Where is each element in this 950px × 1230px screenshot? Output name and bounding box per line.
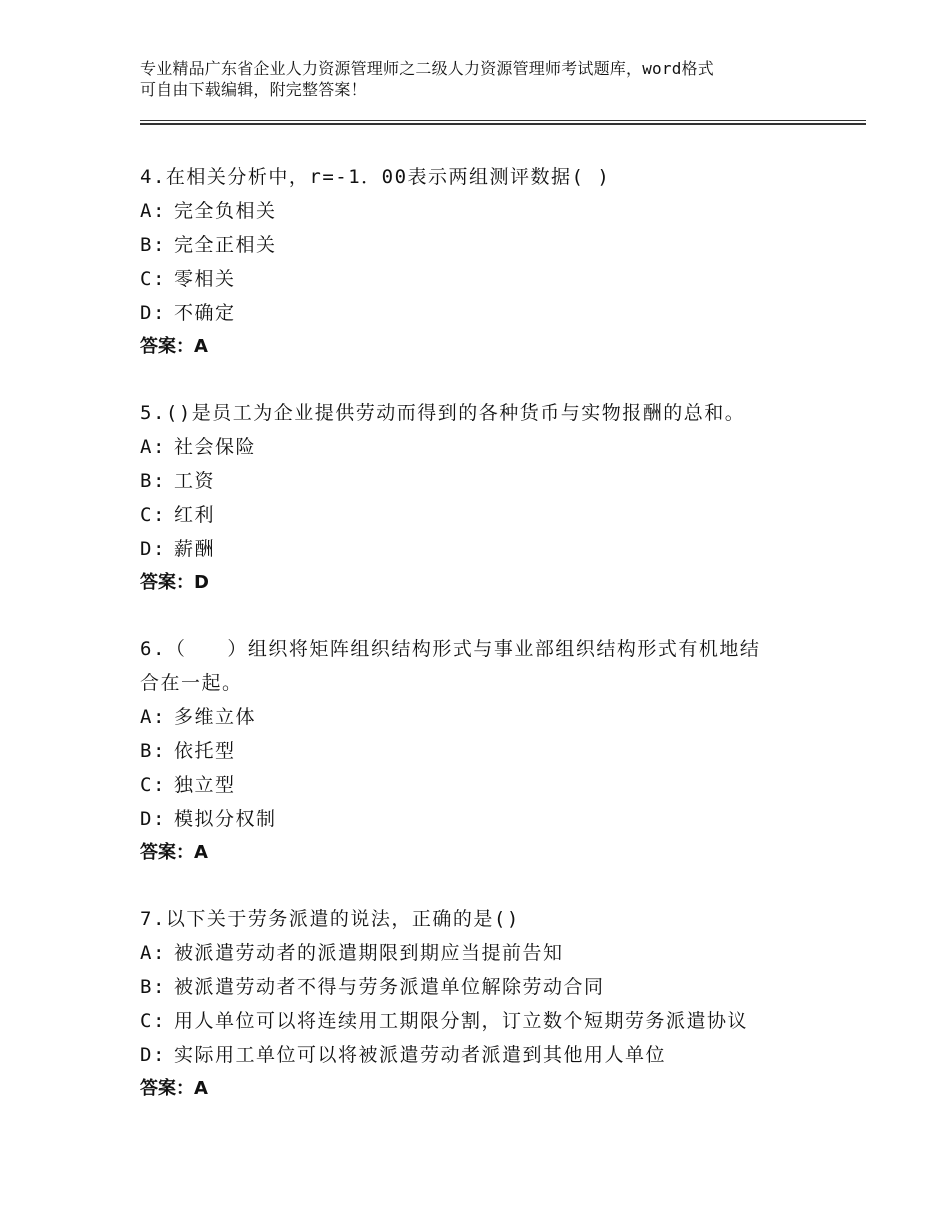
answer-option [140, 194, 840, 228]
answer-option [140, 936, 840, 970]
option-letter: B: [140, 976, 166, 998]
answer-line [140, 330, 840, 364]
header-line-1: 专业精品广东省企业人力资源管理师之二级人力资源管理师考试题库，word格式 [140, 59, 714, 78]
option-text: 依托型 [174, 740, 236, 762]
option-letter: B: [140, 740, 166, 762]
option-letter: D: [140, 1044, 166, 1066]
option-text: 不确定 [174, 302, 236, 324]
answer-option [140, 464, 840, 498]
option-letter: A: [140, 200, 166, 222]
answer-option [140, 532, 840, 566]
question-stem: 5.()是员工为企业提供劳动而得到的各种货币与实物报酬的总和。 [140, 402, 746, 424]
question-block [140, 396, 840, 600]
option-letter: B: [140, 470, 166, 492]
answer-option [140, 734, 840, 768]
option-text: 被派遣劳动者不得与劳务派遣单位解除劳动合同 [174, 976, 605, 998]
answer-label: 答案： [140, 336, 194, 357]
answer-value: A [194, 336, 208, 357]
option-text: 工资 [174, 470, 216, 492]
option-letter: D: [140, 808, 166, 830]
question-list [140, 160, 840, 1138]
option-text: 被派遣劳动者的派遣期限到期应当提前告知 [174, 942, 564, 964]
option-letter: B: [140, 234, 166, 256]
option-letter: C: [140, 268, 166, 290]
option-text: 用人单位可以将连续用工期限分割，订立数个短期劳务派遣协议 [174, 1010, 749, 1032]
option-letter: A: [140, 436, 166, 458]
answer-option [140, 1004, 840, 1038]
answer-option [140, 262, 840, 296]
answer-line [140, 566, 840, 600]
option-letter: C: [140, 774, 166, 796]
answer-option [140, 296, 840, 330]
option-letter: D: [140, 302, 166, 324]
option-text: 零相关 [174, 268, 236, 290]
answer-option [140, 700, 840, 734]
question-stem: 4.在相关分析中，r=-1．00表示两组测评数据( ) [140, 166, 611, 188]
answer-option [140, 970, 840, 1004]
answer-value: A [194, 842, 208, 863]
option-letter: C: [140, 504, 166, 526]
answer-label: 答案： [140, 842, 194, 863]
option-text: 完全负相关 [174, 200, 277, 222]
header-line-2: 可自由下载编辑，附完整答案！ [140, 80, 367, 99]
answer-label: 答案： [140, 1078, 194, 1099]
option-text: 模拟分权制 [174, 808, 277, 830]
option-letter: C: [140, 1010, 166, 1032]
answer-option [140, 498, 840, 532]
option-letter: A: [140, 706, 166, 728]
answer-line [140, 836, 840, 870]
question-stem: 合在一起。 [140, 672, 243, 694]
question-stem: 7.以下关于劳务派遣的说法，正确的是() [140, 908, 520, 930]
answer-option [140, 802, 840, 836]
option-text: 完全正相关 [174, 234, 277, 256]
option-text: 红利 [174, 504, 216, 526]
answer-option [140, 768, 840, 802]
answer-value: D [194, 572, 209, 593]
option-text: 薪酬 [174, 538, 216, 560]
question-block [140, 632, 840, 870]
option-text: 实际用工单位可以将被派遣劳动者派遣到其他用人单位 [174, 1044, 667, 1066]
answer-line [140, 1072, 840, 1106]
option-text: 独立型 [174, 774, 236, 796]
question-block [140, 160, 840, 364]
question-block [140, 902, 840, 1106]
option-letter: A: [140, 942, 166, 964]
answer-value: A [194, 1078, 208, 1099]
document-header [140, 58, 820, 100]
question-stem: 6.（ ）组织将矩阵组织结构形式与事业部组织结构形式有机地结 [140, 638, 761, 660]
header-divider [140, 120, 866, 125]
option-text: 社会保险 [174, 436, 257, 458]
answer-option [140, 228, 840, 262]
answer-option [140, 1038, 840, 1072]
option-text: 多维立体 [174, 706, 257, 728]
answer-label: 答案： [140, 572, 194, 593]
answer-option [140, 430, 840, 464]
option-letter: D: [140, 538, 166, 560]
